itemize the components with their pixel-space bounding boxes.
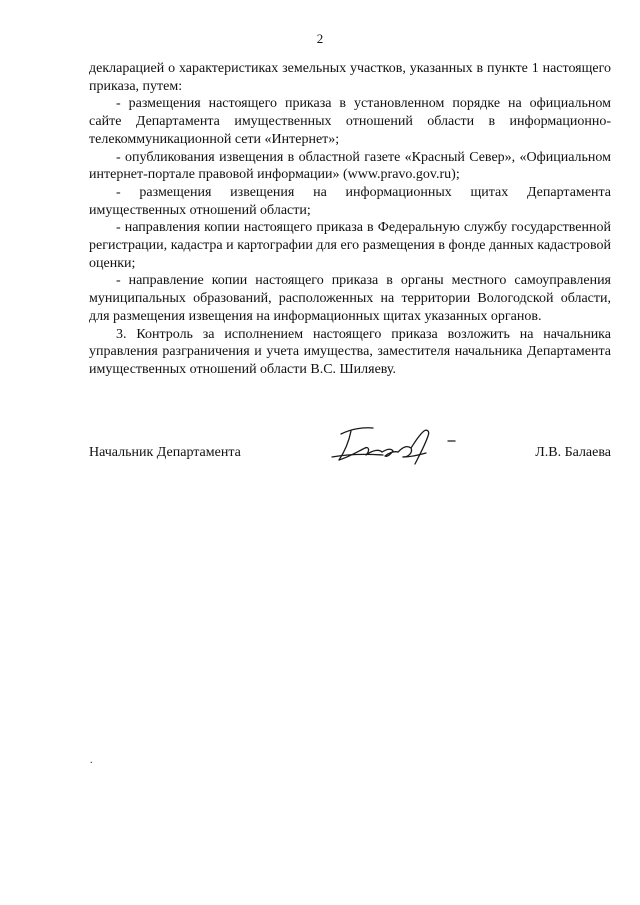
document-body [89,60,611,379]
list-item-website: - размещения настоящего приказа в установленном порядке на официальном сайте Департамента имущественных отношений области в информационно-телекоммуникационной сети «Интернет»; [89,96,611,147]
handwritten-signature [327,421,462,473]
paragraph-control: 3. Контроль за исполнением настоящего приказа возложить на начальника управления разграничения и учета имущества, заместителя начальника Департамента имущественных отношений области В.С. Шиляеву. [89,326,611,377]
list-item-info-boards: - размещения извещения на информационных щитах Департамента имущественных отношений области; [89,184,611,218]
footer-mark: . [90,755,93,766]
signature-block [89,443,611,467]
signer-name: Л.В. Балаева [535,445,611,460]
page-number: 2 [316,31,324,46]
list-item-local-government: - направление копии настоящего приказа в органы местного самоуправления муниципальных образований, расположенных на территории Вологодской области, для размещения извещения на информационных щитах указанных органов. [89,273,611,324]
paragraph-intro: декларацией о характеристиках земельных участков, указанных в пункте 1 настоящего приказа, путем: [89,61,611,94]
list-item-rosreestr: - направления копии настоящего приказа в Федеральную службу государственной регистрации, кадастра и картографии для его размещения в фонде данных кадастровой оценки; [89,220,611,271]
signer-title: Начальник Департамента [89,445,241,460]
list-item-publication: - опубликования извещения в областной газете «Красный Север», «Официальном интернет-портале правовой информации» (www.pravo.gov.ru); [89,149,611,183]
